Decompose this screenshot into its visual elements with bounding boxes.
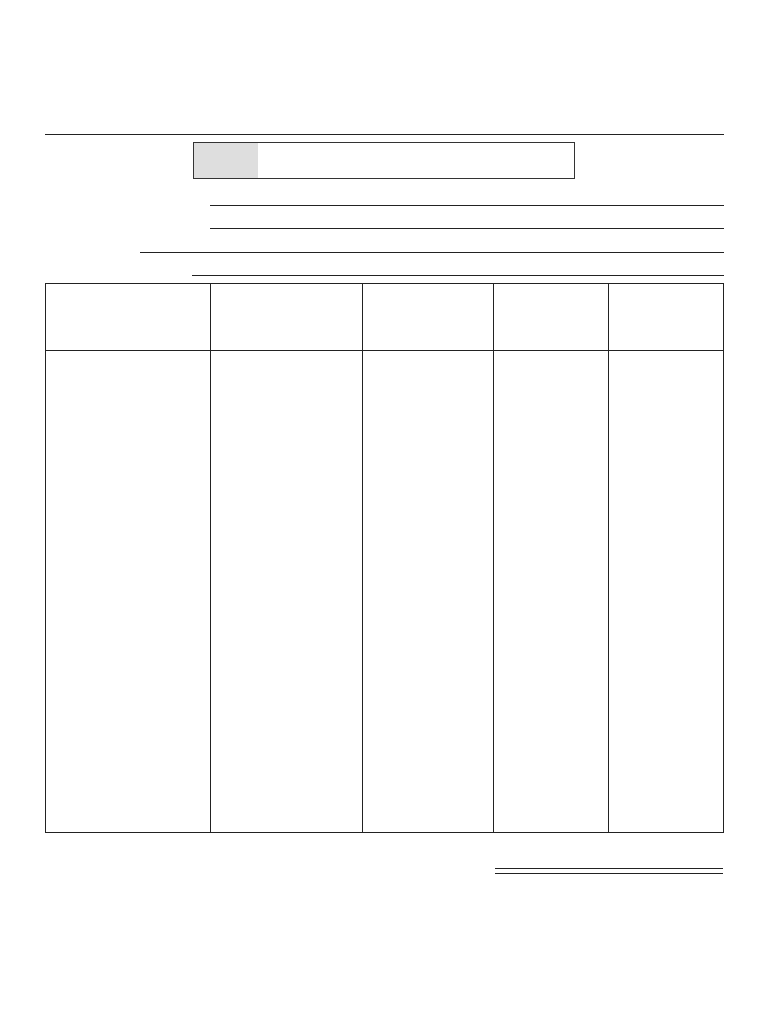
tin-field[interactable]: [192, 275, 724, 276]
names-field[interactable]: [210, 205, 724, 206]
ssn-field[interactable]: [210, 228, 724, 229]
total-double-rule: [495, 873, 723, 874]
employer-field[interactable]: [140, 252, 724, 253]
column-divider: [210, 283, 211, 833]
column-divider: [362, 283, 363, 833]
credit-table: [45, 283, 724, 833]
column-divider: [608, 283, 609, 833]
header-row-divider: [45, 350, 724, 351]
total-field[interactable]: [495, 868, 723, 869]
header-divider: [45, 134, 724, 135]
tax-year-label: [194, 143, 258, 178]
column-divider: [493, 283, 494, 833]
